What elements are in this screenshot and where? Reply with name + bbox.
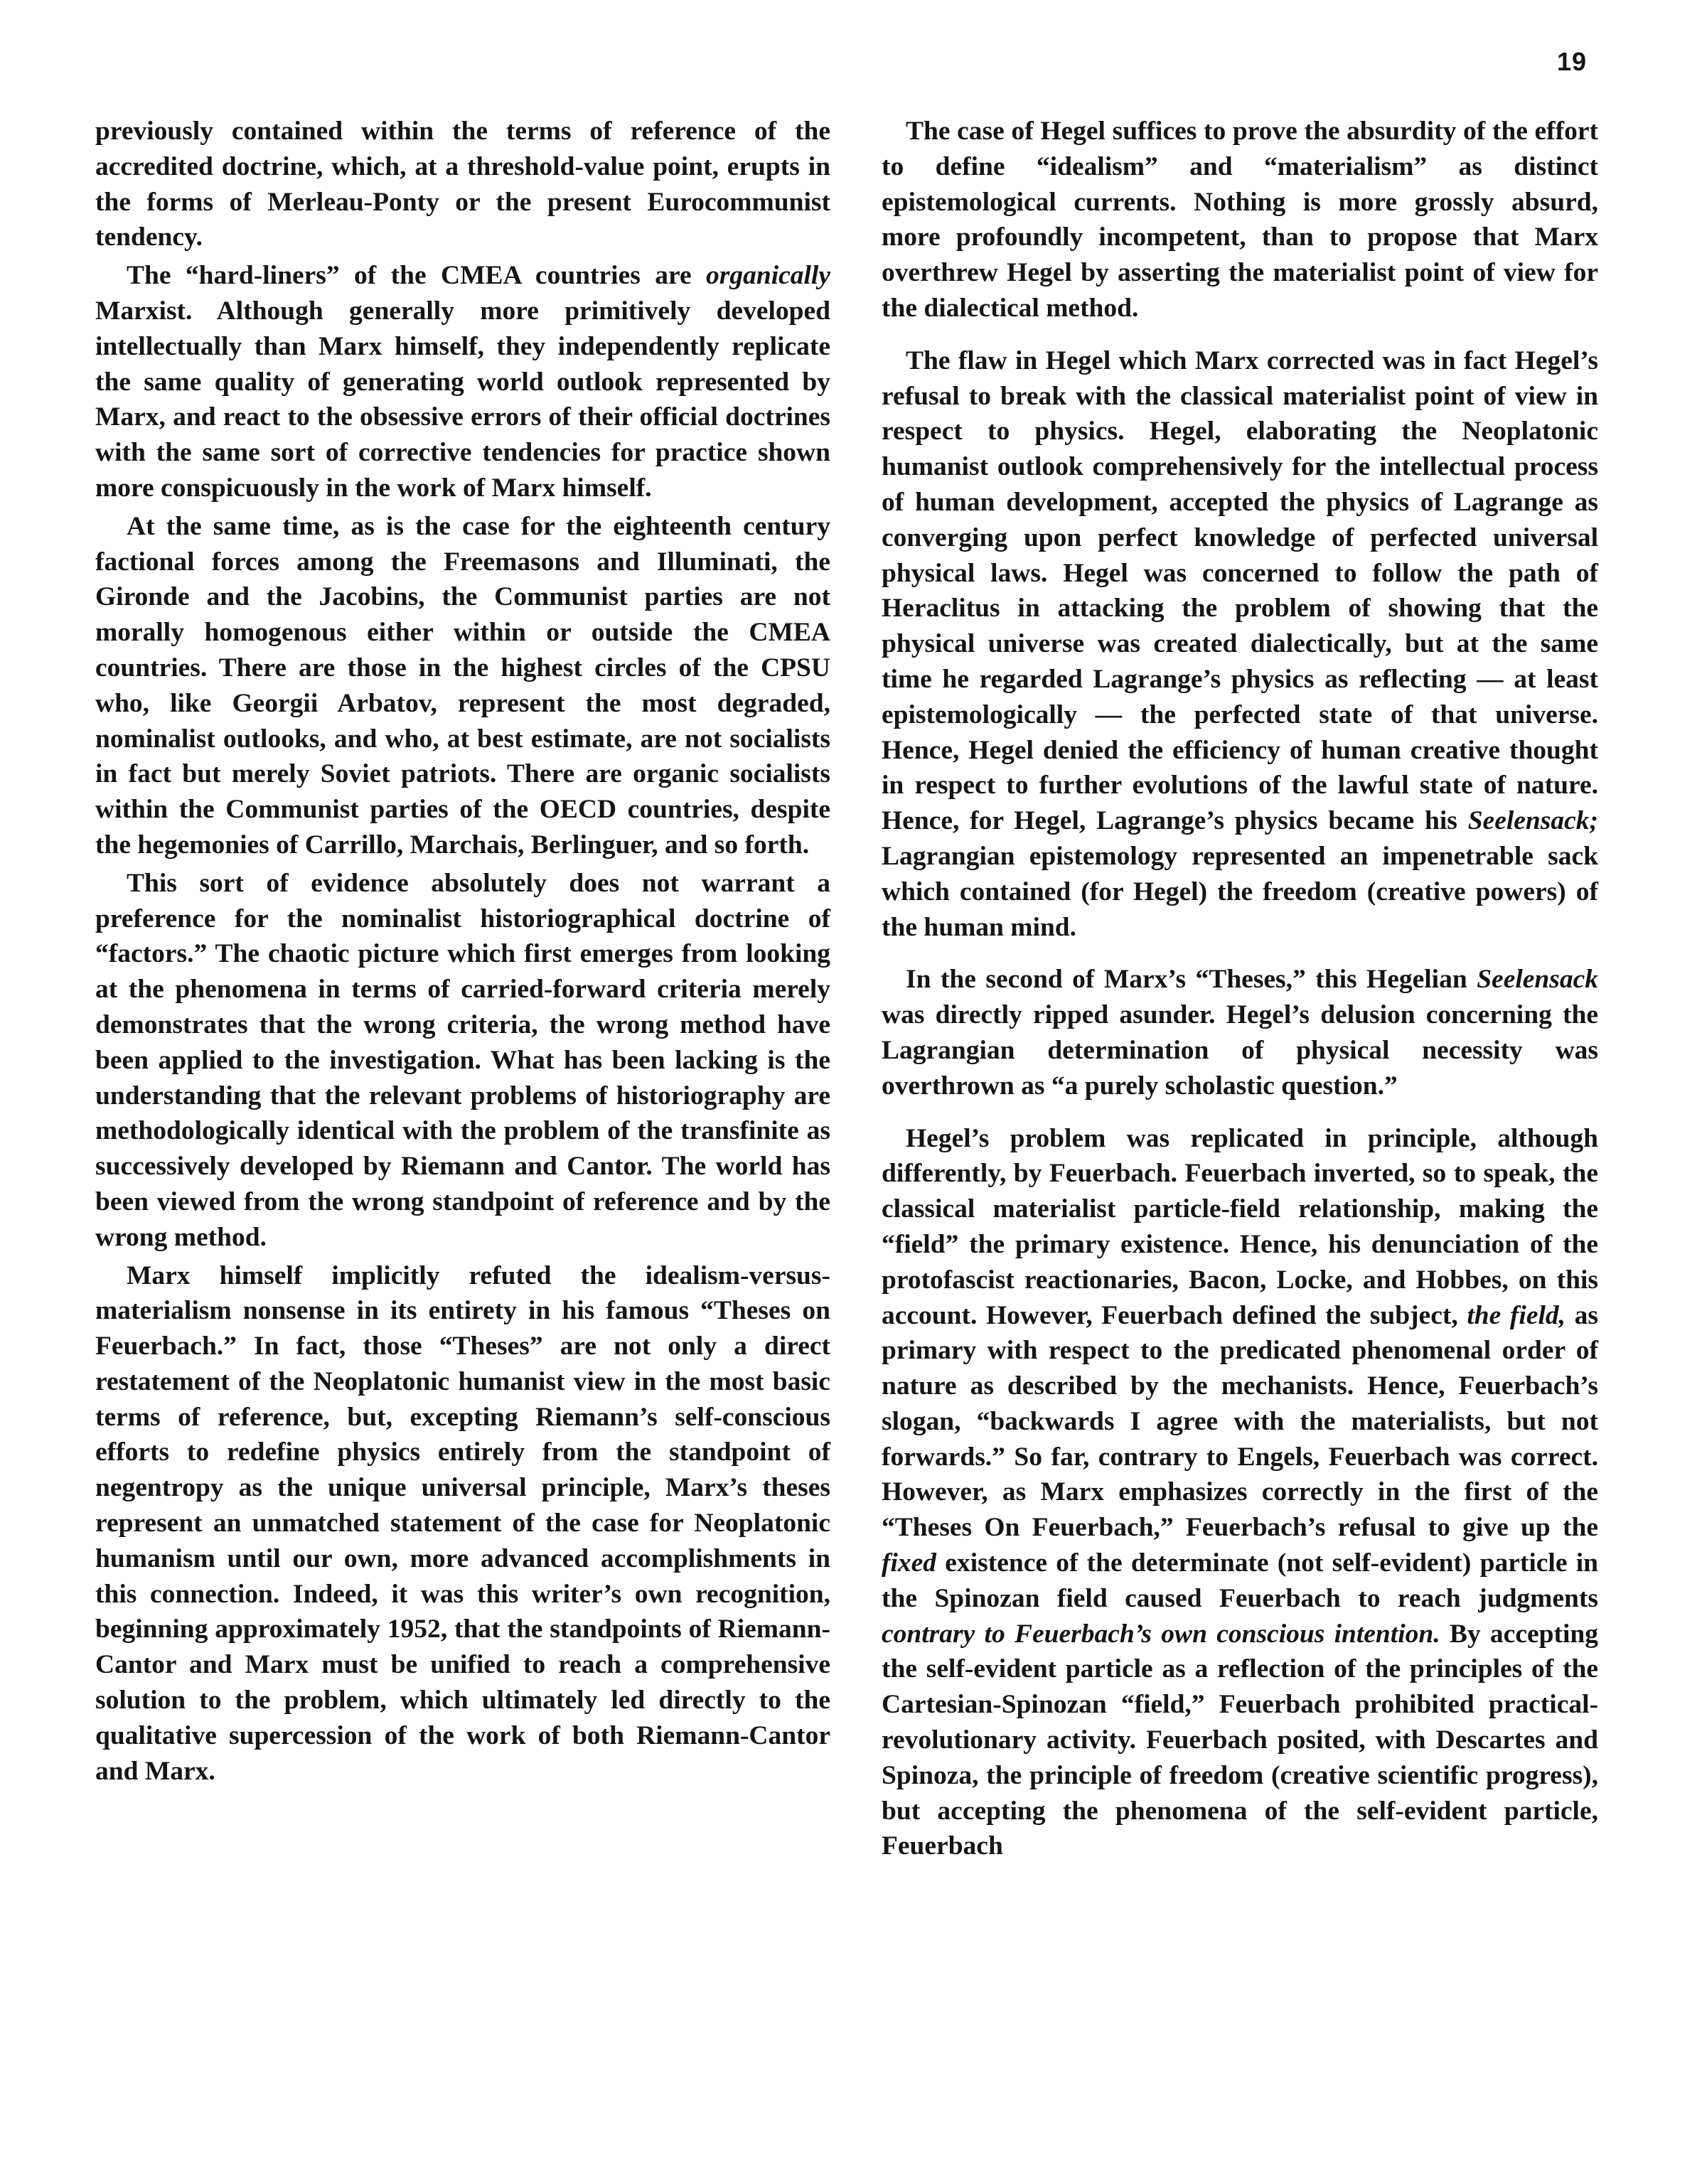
right-column [882, 114, 1598, 1864]
emphasis-text: contrary to Feuerbach’s own conscious intention. [882, 1619, 1440, 1649]
paragraph-text: The “hard-liners” of the CMEA countries are [127, 261, 706, 291]
paragraph [882, 962, 1598, 1103]
paragraph-text: Marxist. Although generally more primitively developed intellectually than Marx himself, they independently replicate the same quality of generating world outlook represented by Marx, and react to the obsessive errors of their official doctrines with the same sort of corrective tendencies for practice shown more conspicuously in the work of Marx himself. [95, 296, 830, 503]
paragraph-text: By accepting the self-evident particle as a reflection of the principles of the Cartesian-Spinozan “field,” Feuerbach prohibited practical-revolutionary activity. Feuerbach posited, with Descartes and Spinoza, the principle of freedom (creative scientific progress), but accepting the phenomena of the self-evident particle, Feuerbach [882, 1619, 1598, 1861]
paragraph [882, 343, 1598, 946]
paragraph-text: This sort of evidence absolutely does not warrant a preference for the nominalist historiographical doctrine of “factors.” The chaotic picture which first emerges from looking at the phenomena in terms of carried-forward criteria merely demonstrates that the wrong criteria, the wrong method have been applied to the investigation. What has been lacking is the understanding that the relevant problems of historiography are methodologically identical with the problem of the transfinite as successively developed by Riemann and Cantor. The world has been viewed from the wrong standpoint of reference and by the wrong method. [95, 868, 830, 1252]
emphasis-text: Seelensack [1477, 965, 1598, 995]
paragraph-text: previously contained within the terms of reference of the accredited doctrine, which, at a threshold-value point, erupts in the forms of Merleau-Ponty or the present Eurocommunist tendency. [95, 117, 830, 252]
paragraph [882, 114, 1598, 326]
paragraph [95, 866, 830, 1256]
paragraph [95, 509, 830, 863]
emphasis-text: organically [706, 261, 830, 291]
paragraph [95, 1258, 830, 1789]
paragraph-text: was directly ripped asunder. Hegel’s delusion concerning the Lagrangian determination of physical necessity was overthrown as “a purely scholastic question.” [882, 1000, 1598, 1101]
emphasis-text: the field, [1467, 1300, 1566, 1330]
paragraph-text: Marx himself implicitly refuted the idealism-versus-materialism nonsense in its entirety in his famous “Theses on Feuerbach.” In fact, those “Theses” are not only a direct restatement of the Neoplatonic humanist view in the most basic terms of reference, but, excepting Riemann’s self-conscious efforts to redefine physics entirely from the standpoint of negentropy as the unique universal principle, Marx’s theses represent an unmatched statement of the case for Neoplatonic humanism until our own, more advanced accomplishments in this connection. Indeed, it was this writer’s own recognition, beginning approximately 1952, that the standpoints of Riemann-Cantor and Marx must be unified to reach a comprehensive solution to the problem, which ultimately led directly to the qualitative supercession of the work of both Riemann-Cantor and Marx. [95, 1260, 830, 1786]
page-number: 19 [1557, 47, 1588, 76]
paragraph [882, 1121, 1598, 1865]
paragraph-text: Hegel’s problem was replicated in principle, although differently, by Feuerbach. Feuerbach inverted, so to speak, the classical materialist particle-field relationship, making the “field” the primary existence. Hence, his denunciation of the protofascist reactionaries, Bacon, Locke, and Hobbes, on this account. However, Feuerbach defined the subject, [882, 1123, 1598, 1330]
paragraph [95, 258, 830, 506]
paragraph-text: The flaw in Hegel which Marx corrected was in fact Hegel’s refusal to break with the classical materialist point of view in respect to physics. Hegel, elaborating the Neoplatonic humanist outlook comprehensively for the intellectual process of human development, accepted the physics of Lagrange as converging upon perfect knowledge of perfected universal physical laws. Hegel was concerned to follow the path of Heraclitus in attacking the problem of showing that the physical universe was created dialectically, but at the same time he regarded Lagrange’s physics as reflecting — at least epistemologically — the perfected state of that universe. Hence, Hegel denied the efficiency of human creative thought in respect to further evolutions of the lawful state of nature. Hence, for Hegel, Lagrange’s physics became his [882, 346, 1598, 836]
paragraph-text: In the second of Marx’s “Theses,” this Hegelian [906, 965, 1477, 995]
paragraph-text: The case of Hegel suffices to prove the absurdity of the effort to define “idealism” and “materialism” as distinct epistemological currents. Nothing is more grossly absurd, more profoundly incompetent, than to propose that Marx overthrew Hegel by asserting the materialist point of view for the dialectical method. [882, 117, 1598, 323]
paragraph-text: At the same time, as is the case for the eighteenth century factional forces among the Freemasons and Illuminati, the Gironde and the Jacobins, the Communist parties are not morally homogenous either within or outside the CMEA countries. There are those in the highest circles of the CPSU who, like Georgii Arbatov, represent the most degraded, nominalist outlooks, and who, at best estimate, are not socialists in fact but merely Soviet patriots. There are organic socialists within the Communist parties of the OECD countries, despite the hegemonies of Carrillo, Marchais, Berlinguer, and so forth. [95, 511, 830, 860]
paragraph [95, 114, 830, 255]
emphasis-text: fixed [882, 1548, 937, 1578]
paragraph-text: existence of the determinate (not self-evident) particle in the Spinozan field caused Feuerbach to reach judgments [882, 1548, 1598, 1613]
left-column [95, 114, 830, 1792]
paragraph-text: as primary with respect to the predicated phenomenal order of nature as described by the mechanists. Hence, Feuerbach’s slogan, “backwards I agree with the materialists, but not forwards.” So far, contrary to Engels, Feuerbach was correct. However, as Marx emphasizes correctly in the first of the “Theses On Feuerbach,” Feuerbach’s refusal to give up the [882, 1300, 1599, 1543]
emphasis-text: Seelensack; [1467, 806, 1598, 836]
paragraph-text: Lagrangian epistemology represented an impenetrable sack which contained (for Hegel) the freedom (creative powers) of the human mind. [882, 841, 1598, 942]
